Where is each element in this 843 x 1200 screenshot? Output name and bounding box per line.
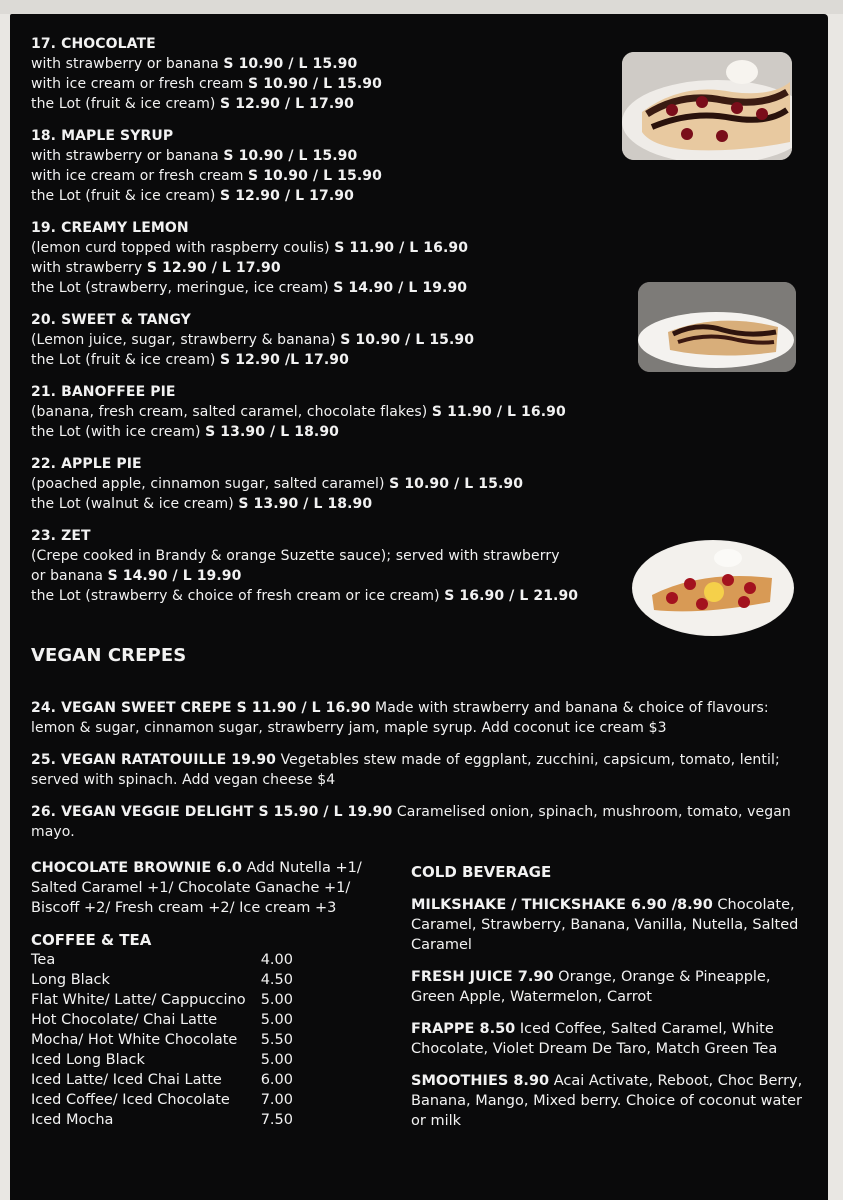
coffee-row: [31, 970, 293, 990]
option-text: the Lot (fruit & ice cream): [31, 96, 221, 112]
vegan-item: [31, 698, 791, 738]
drink-price: 6.00: [260, 1072, 293, 1088]
drink-name: Hot Chocolate/ Chai Latte: [31, 1012, 218, 1028]
coffee-row: [31, 1110, 293, 1130]
option-text: (poached apple, cinnamon sugar, salted caramel): [31, 476, 390, 492]
crepe-option: [31, 94, 631, 114]
cold-desc: Chocolate, Caramel, Strawberry, Banana, Vanilla, Nutella, Salted Caramel: [411, 897, 799, 953]
cold-beverage-list: [411, 895, 811, 1131]
option-price: S 10.90 / L 15.90: [389, 476, 524, 492]
right-column: [411, 862, 811, 1143]
drink-name: Mocha/ Hot White Chocolate: [31, 1032, 238, 1048]
vegan-desc: Made with strawberry and banana & choice of flavours: lemon & sugar, cinnamon sugar, strawberry jam, maple syrup. Add coconut ice cream $3: [31, 700, 769, 736]
brownie-item: [31, 858, 371, 918]
drink-name: Iced Coffee/ Iced Chocolate: [31, 1092, 230, 1108]
option-text: (banana, fresh cream, salted caramel, chocolate flakes): [31, 404, 432, 420]
crepe-item: [31, 454, 631, 514]
crepe-list: [31, 34, 631, 618]
crepe-title: 18. MAPLE SYRUP: [31, 128, 174, 144]
crepe-option: [31, 166, 631, 186]
option-price: S 12.90 /L 17.90: [220, 352, 349, 368]
option-text: the Lot (walnut & ice cream): [31, 496, 239, 512]
crepe-option: [31, 474, 631, 494]
crepe-title: 22. APPLE PIE: [31, 456, 142, 472]
option-price: S 11.90 / L 16.90: [431, 404, 566, 420]
option-text: or banana: [31, 568, 108, 584]
crepe-item: [31, 34, 631, 114]
option-text: with strawberry or banana: [31, 148, 224, 164]
drink-name: Iced Latte/ Iced Chai Latte: [31, 1072, 222, 1088]
coffee-list: [31, 950, 371, 1130]
option-price: S 16.90 / L 21.90: [444, 588, 579, 604]
option-price: S 11.90 / L 16.90: [334, 240, 469, 256]
crepe-option: [31, 546, 631, 566]
drink-price: 4.00: [260, 952, 293, 968]
option-price: S 12.90 / L 17.90: [146, 260, 281, 276]
option-text: the Lot (fruit & ice cream): [31, 352, 221, 368]
crepe-option: [31, 494, 631, 514]
crepe-option: [31, 258, 631, 278]
option-price: S 10.90 / L 15.90: [223, 56, 358, 72]
drink-price: 5.00: [260, 992, 293, 1008]
option-price: S 10.90 / L 15.90: [248, 168, 382, 184]
drink-price: 4.50: [260, 972, 293, 988]
option-text: with strawberry: [31, 260, 147, 276]
drink-price: 7.00: [260, 1092, 293, 1108]
cold-beverage-heading: COLD BEVERAGE: [411, 863, 552, 881]
crepe-option: [31, 350, 631, 370]
vegan-section: [31, 626, 791, 854]
sweet-tangy-crepe-photo: [638, 282, 796, 372]
option-text: (lemon curd topped with raspberry coulis): [31, 240, 335, 256]
crepe-option: [31, 402, 631, 422]
crepe-title: 20. SWEET & TANGY: [31, 312, 191, 328]
drink-price: 5.00: [260, 1012, 293, 1028]
crepe-option: [31, 186, 631, 206]
option-text: the Lot (with ice cream): [31, 424, 206, 440]
drink-price: 5.00: [260, 1052, 293, 1068]
option-text: with ice cream or fresh cream: [31, 168, 249, 184]
coffee-row: [31, 990, 293, 1010]
cold-item: [411, 967, 811, 1007]
option-price: S 12.90 / L 17.90: [220, 96, 354, 112]
drink-name: Flat White/ Latte/ Cappuccino: [31, 992, 246, 1008]
option-price: S 14.90 / L 19.90: [333, 280, 468, 296]
coffee-row: [31, 1010, 293, 1030]
left-column: [31, 858, 371, 1130]
crepe-item: [31, 310, 631, 370]
option-price: S 13.90 / L 18.90: [238, 496, 373, 512]
crepe-option: [31, 238, 631, 258]
cold-title: FRAPPE 8.50: [411, 1021, 516, 1037]
drink-price: 7.50: [260, 1112, 293, 1128]
cold-item: [411, 895, 811, 955]
crepe-item: [31, 382, 631, 442]
cold-title: MILKSHAKE / THICKSHAKE 6.90 /8.90: [411, 897, 713, 913]
vegan-desc: Vegetables stew made of eggplant, zucchini, capsicum, tomato, lentil; served with spinach. Add vegan cheese $4: [31, 752, 780, 788]
option-price: S 14.90 / L 19.90: [107, 568, 242, 584]
crepe-item: [31, 126, 631, 206]
coffee-row: [31, 950, 293, 970]
drink-name: Iced Long Black: [31, 1052, 145, 1068]
cold-desc: Orange, Orange & Pineapple, Green Apple, Watermelon, Carrot: [411, 969, 771, 1005]
vegan-title: 24. VEGAN SWEET CREPE S 11.90 / L 16.90: [31, 700, 371, 716]
vegan-title: 25. VEGAN RATATOUILLE 19.90: [31, 752, 277, 768]
vegan-title: 26. VEGAN VEGGIE DELIGHT S 15.90 / L 19.90: [31, 804, 393, 820]
vegan-item: [31, 802, 791, 842]
crepe-title: 17. CHOCOLATE: [31, 36, 156, 52]
option-text: with strawberry or banana: [31, 56, 224, 72]
drink-price: 5.50: [260, 1032, 293, 1048]
coffee-row: [31, 1050, 293, 1070]
cold-title: FRESH JUICE 7.90: [411, 969, 554, 985]
crepe-title: 19. CREAMY LEMON: [31, 220, 189, 236]
vegan-desc: Caramelised onion, spinach, mushroom, tomato, vegan mayo.: [31, 804, 791, 840]
crepe-option: [31, 422, 631, 442]
vegan-item: [31, 750, 791, 790]
cold-item: [411, 1019, 811, 1059]
option-text: (Crepe cooked in Brandy & orange Suzette sauce); served with strawberry: [31, 548, 560, 564]
coffee-row: [31, 1070, 293, 1090]
brownie-desc: Add Nutella +1/ Salted Caramel +1/ Chocolate Ganache +1/ Biscoff +2/ Fresh cream +2/ Ice cream +3: [31, 860, 362, 916]
crepe-option: [31, 566, 631, 586]
crepe-option: [31, 54, 631, 74]
option-text: the Lot (fruit & ice cream): [31, 188, 221, 204]
option-text: the Lot (strawberry, meringue, ice cream): [31, 280, 334, 296]
coffee-row: [31, 1090, 293, 1110]
crepe-option: [31, 330, 631, 350]
paper-edge: [0, 0, 843, 14]
option-price: S 12.90 / L 17.90: [220, 188, 354, 204]
option-price: S 13.90 / L 18.90: [205, 424, 340, 440]
crepe-option: [31, 278, 631, 298]
option-text: (Lemon juice, sugar, strawberry & banana): [31, 332, 341, 348]
crepe-item: [31, 526, 631, 606]
coffee-row: [31, 1030, 293, 1050]
coffee-heading: COFFEE & TEA: [31, 931, 152, 949]
option-price: S 10.90 / L 15.90: [223, 148, 358, 164]
option-text: with ice cream or fresh cream: [31, 76, 249, 92]
crepe-title: 23. ZET: [31, 528, 91, 544]
crepe-option: [31, 74, 631, 94]
cold-desc: Acai Activate, Reboot, Choc Berry, Banana, Mango, Mixed berry. Choice of coconut water or milk: [411, 1073, 803, 1129]
drink-name: Iced Mocha: [31, 1112, 114, 1128]
drink-name: Long Black: [31, 972, 110, 988]
menu-page: [10, 14, 828, 1200]
chocolate-crepe-photo: [622, 52, 792, 160]
crepe-item: [31, 218, 631, 298]
cold-desc: Iced Coffee, Salted Caramel, White Chocolate, Violet Dream De Taro, Match Green Tea: [411, 1021, 778, 1057]
crepe-option: [31, 146, 631, 166]
cold-item: [411, 1071, 811, 1131]
option-price: S 10.90 / L 15.90: [248, 76, 382, 92]
crepe-option: [31, 586, 631, 606]
option-price: S 10.90 / L 15.90: [340, 332, 475, 348]
crepe-title: 21. BANOFFEE PIE: [31, 384, 176, 400]
brownie-title: CHOCOLATE BROWNIE 6.0: [31, 860, 242, 876]
drink-name: Tea: [31, 952, 56, 968]
vegan-heading: VEGAN CREPES: [31, 645, 187, 666]
option-text: the Lot (strawberry & choice of fresh cream or ice cream): [31, 588, 445, 604]
zet-crepe-photo: [632, 540, 794, 636]
cold-title: SMOOTHIES 8.90: [411, 1073, 550, 1089]
